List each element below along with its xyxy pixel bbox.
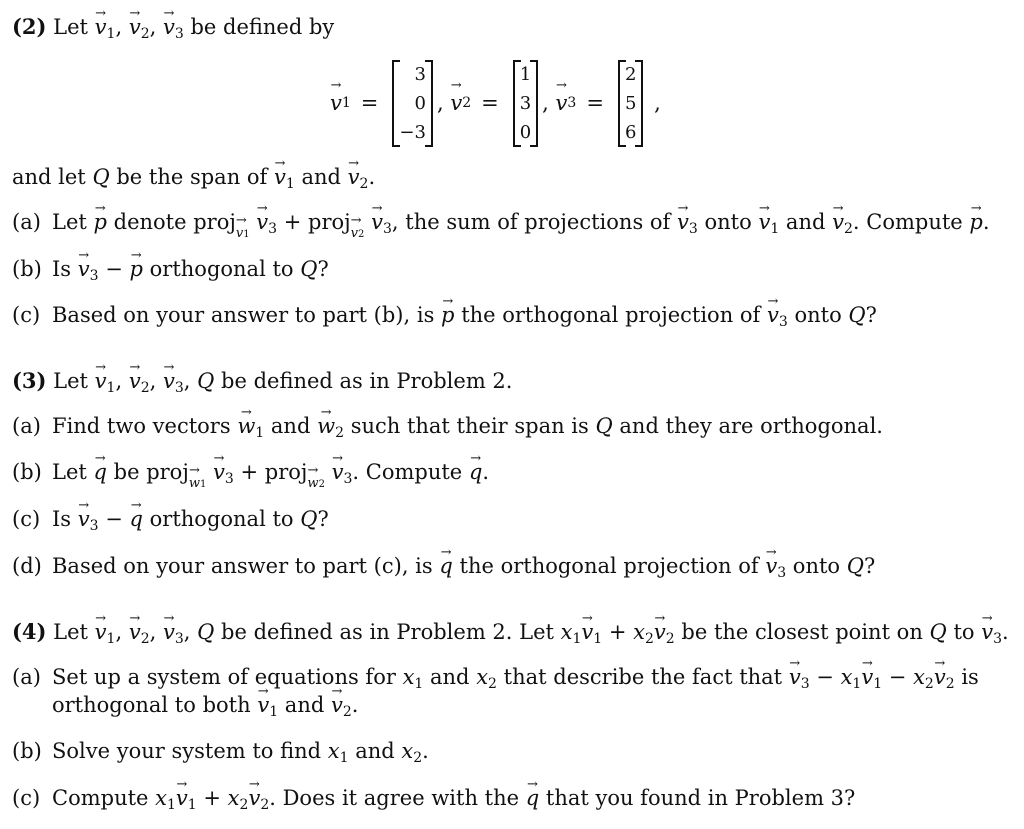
problem-2c: (c) Based on your answer to part (b), is → p the orthogonal projection of → $v_3$ onto Q? [12,302,877,335]
problem-3d: (d) Based on your answer to part (c), is → q the orthogonal projection of → $v_3$ onto Q? [12,553,875,586]
vector-definitions: → v 1 = 3 0 −3 , → v 2 = 1 3 0 , → v 3 = 2 5 6 , [330,58,661,148]
problem-2-heading: (2) Let → $v_1$, → $v_2$, → $v_3$ be defined by [12,14,334,47]
v1-matrix: 3 0 −3 [392,60,433,147]
problem-4a: (a) Set up a system of equations for $x_1$ and $x_2$ that describe the fact that → $v_3 - x_1\to v_1 - x_2\to v_2$ is [12,664,979,697]
problem-4a-cont: orthogonal to both → $v_1$ and → $v_2$. [52,692,358,725]
problem-3b: (b) Let → q be proj→ $_{w1} \to v_3$ + proj→ $_{w2} \to v_3$. Compute → q. [12,459,489,498]
problem-4-heading: (4) Let → $v_1$, → $v_2$, → $v_3$, Q be defined as in Problem 2. Let $x_1\to v_1 + x_2\to v_2$ be the closest point on Q to → $v_3$. [12,619,1009,652]
problem-3c: (c) $Is \to v_3$ − → q orthogonal to Q? [12,506,329,539]
problem-4b: (b) Solve your system to find $x_1$ and $x_2$. [12,739,429,766]
v2-matrix: 1 3 0 [513,60,538,147]
problem-2a: (a) Let → p denote proj→ $_{v1} \to v_3$ + proj→ $_{v2} \to v_3$, the sum of projections of → $v_3$ onto → $v_1$ and → $v_2$. Compute → p. [12,209,990,248]
problem-3-heading: (3) Let → $v_1$, → $v_2$, → $v_3$, Q be defined as in Problem 2. [12,368,512,401]
problem-3a: (a) Find two vectors → $w_1$ and → $w_2$ such that their span is Q and they are orthogonal. [12,413,883,446]
problem-4c: (c) Compute $x_1\to v_1 + x_2\to v_2$. Does it agree with the → q that you found in Problem 3? [12,785,855,818]
problem-2b: (b) $Is \to v_3$ − → p orthogonal to Q? [12,256,329,289]
span-statement: and let Q be the span of → $v_1$ and → $v_2$. [12,164,375,197]
v3-matrix: 2 5 6 [618,60,643,147]
